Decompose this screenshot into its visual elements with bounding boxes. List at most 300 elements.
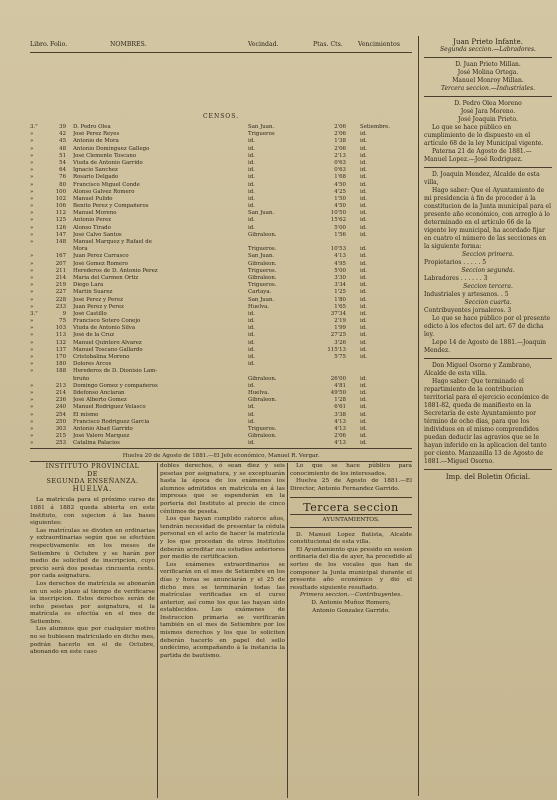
cell-vencimiento: id. bbox=[360, 217, 367, 224]
notice-paragraph: Huelva 25 de Agosto de 1881.—El Director, Antonio Fernandez Garrido. bbox=[290, 478, 412, 492]
table-row bbox=[30, 347, 412, 354]
cell-folio: 188 bbox=[55, 368, 66, 375]
cell-vecindad: San Juan. bbox=[248, 124, 275, 130]
cell-vencimiento: id. bbox=[360, 318, 367, 325]
table-row bbox=[30, 412, 412, 419]
cell-libro: » bbox=[30, 159, 34, 166]
cell-name: Francisco Rodriguez Garcia bbox=[73, 418, 150, 425]
cell-folio: 80 bbox=[59, 181, 66, 188]
notice-paragraph: Los derechos de matrícula se abonarán en un solo plazo al tiempo de verificarse la inscripcion. Estos derechos serán de ocho pesetas por asignatura, si la matrícula es efectúa en el mes de Setiembre. bbox=[30, 580, 155, 625]
right-column-line: Don Miguel Osorno y Zambrano, Alcalde de esta villa. bbox=[424, 362, 532, 377]
cell-vencimiento: id. bbox=[360, 167, 367, 174]
table-row bbox=[30, 376, 412, 383]
right-column-line: D. Joaquin Mendez, Alcalde de esta villa, bbox=[424, 171, 540, 186]
cell-libro: » bbox=[30, 433, 34, 440]
cell-vencimiento: id. bbox=[360, 433, 367, 440]
table-row bbox=[30, 131, 412, 138]
cell-libro: » bbox=[30, 267, 34, 274]
cell-vencimiento: id. bbox=[360, 253, 367, 260]
cell-vencimiento: id. bbox=[360, 325, 367, 332]
cell-vecindad: id. bbox=[248, 174, 255, 181]
cell-name: Viuda de Antonio Silva bbox=[73, 325, 136, 332]
cell-pesetas: 4'25 bbox=[334, 188, 346, 195]
cell-folio: 214 bbox=[55, 274, 66, 281]
cell-pesetas: 0'63 bbox=[334, 159, 346, 166]
table-row bbox=[30, 383, 412, 390]
cell-pesetas: 2'13 bbox=[334, 152, 346, 159]
cell-vencimiento: id. bbox=[360, 145, 367, 152]
table-row bbox=[30, 318, 412, 325]
cell-vecindad: Gibraleon. bbox=[248, 231, 277, 238]
ledger-footer: Huelva 20 de Agosto de 1881.—El Jefe económico, Manuel R. Vergar. bbox=[122, 453, 320, 459]
divider bbox=[30, 52, 412, 53]
cell-pesetas: 4'50 bbox=[334, 203, 346, 210]
cell-name: Martin Suarez bbox=[73, 289, 113, 296]
cell-name: María del Carmen Ortiz bbox=[73, 274, 139, 281]
cell-vecindad: Trigueros. bbox=[248, 425, 277, 432]
cell-vecindad: Trigueros. bbox=[248, 267, 277, 274]
cell-folio: 100 bbox=[55, 188, 66, 195]
cell-vencimiento: Setiembre. bbox=[360, 124, 391, 130]
cell-folio: 113 bbox=[55, 332, 66, 339]
cell-folio: 303 bbox=[55, 425, 66, 432]
cell-name: Ignacio Sanchez bbox=[73, 167, 118, 174]
table-row bbox=[30, 368, 412, 375]
table-row bbox=[30, 297, 412, 304]
cell-vecindad: id. bbox=[248, 404, 255, 411]
cell-folio: 227 bbox=[55, 289, 66, 296]
cell-name: José de la Cruz bbox=[73, 332, 115, 339]
table-row bbox=[30, 239, 412, 246]
table-row bbox=[30, 160, 412, 167]
cell-vencimiento: id. bbox=[360, 159, 367, 166]
cell-name: José Perez Reyes bbox=[73, 131, 120, 138]
cell-libro: » bbox=[30, 339, 34, 346]
cell-vecindad: id. bbox=[248, 145, 255, 152]
cell-name: Juan Perez Carrasco bbox=[73, 253, 129, 260]
ledger-subtitle: CENSOS. bbox=[202, 113, 240, 120]
notice-heading: HUELVA. bbox=[72, 484, 113, 493]
cell-libro: » bbox=[30, 203, 34, 210]
cell-vencimiento: id. bbox=[360, 382, 367, 389]
cell-folio: 236 bbox=[55, 397, 66, 404]
cell-pesetas: 2'06 bbox=[334, 124, 346, 130]
cell-libro: » bbox=[30, 231, 34, 238]
cell-libro: » bbox=[30, 318, 34, 325]
header-pesetas: Ptas. Cts. bbox=[313, 41, 343, 48]
cell-vecindad: Huelva. bbox=[248, 389, 270, 396]
cell-folio: 137 bbox=[55, 346, 66, 353]
cell-pesetas: 49'50 bbox=[330, 389, 346, 396]
cell-vencimiento: id. bbox=[360, 303, 367, 310]
right-column-line: Seccion cuarta. bbox=[464, 299, 512, 306]
table-row bbox=[30, 261, 412, 268]
ledger-rows bbox=[30, 124, 412, 447]
cell-folio: 126 bbox=[55, 224, 66, 231]
right-column-line: Lo que se hace público en cumplimiento de lo dispuesto en el artículo 68 de la ley Municipal vigente. bbox=[424, 124, 544, 147]
cell-pesetas: 1'68 bbox=[334, 174, 346, 181]
cell-vecindad: id. bbox=[248, 152, 255, 159]
name-line: Antonio Gonzalez Garrido. bbox=[312, 607, 390, 614]
cell-pesetas: 27'25 bbox=[330, 332, 346, 339]
cell-libro: » bbox=[30, 174, 34, 181]
cell-libro: » bbox=[30, 368, 34, 375]
cell-pesetas: 1'25 bbox=[334, 289, 346, 296]
column-divider bbox=[287, 463, 288, 798]
table-row bbox=[30, 304, 412, 311]
cell-libro: » bbox=[30, 404, 34, 411]
right-column-line: Seccion tercera. bbox=[463, 283, 513, 290]
cell-libro: » bbox=[30, 152, 34, 159]
notice-paragraph: Los exámenes extraordinarios se verificarán en el mes de Setiembre en los días y horas se anunciarán y el 25 de dicho mes se terminarán todas las matrículas verificadas en el curso anterior, así como los que las hayan sido establecidos. Los exámenes de Instruccion primaria se verificarán también en el mes de Setiembre por los mismos derechos y los que lo soliciten deberán hacerlo en papel del sello undécimo, acompañando á la instancia la partida de bautismo. bbox=[160, 561, 285, 659]
cell-libro: » bbox=[30, 361, 34, 368]
cell-folio: 180 bbox=[55, 361, 66, 368]
name-line: D. Antonio Muñoz Romero, bbox=[311, 599, 391, 606]
cell-name: José Valero Marquez bbox=[73, 433, 130, 440]
cell-folio: 76 bbox=[59, 174, 66, 181]
cell-pesetas: 5'00 bbox=[334, 267, 346, 274]
table-row bbox=[30, 419, 412, 426]
cell-vecindad: Gibraleon. bbox=[248, 433, 277, 440]
cell-vencimiento: id. bbox=[360, 195, 367, 202]
cell-vecindad: id. bbox=[248, 361, 255, 368]
right-column-line: José Joaquin Prieto. bbox=[458, 116, 518, 123]
cell-vencimiento: id. bbox=[360, 418, 367, 425]
cell-libro: » bbox=[30, 210, 34, 217]
section-title: Tercera seccion bbox=[303, 501, 399, 515]
cell-vecindad: id. bbox=[248, 354, 255, 360]
cell-libro: » bbox=[30, 418, 34, 425]
cell-folio: 45 bbox=[59, 138, 66, 145]
cell-vencimiento: id. bbox=[360, 346, 367, 353]
right-column-line: José Molina Ortega. bbox=[457, 69, 519, 76]
right-column-line: Lo que se hace público por el presente edicto á los efectos del art. 67 de dicha ley. bbox=[424, 315, 551, 338]
cell-name: Herederos de D. Dionisio Lam- bbox=[73, 368, 158, 375]
cell-vecindad: San Juan. bbox=[248, 296, 275, 303]
table-row bbox=[30, 354, 412, 361]
cell-libro: » bbox=[30, 188, 34, 195]
cell-pesetas: 3'34 bbox=[334, 282, 346, 289]
cell-pesetas: 0'63 bbox=[334, 167, 346, 174]
notice-heading: SEGUNDA ENSEÑANZA. bbox=[46, 477, 139, 486]
cell-folio: 64 bbox=[59, 167, 66, 174]
cell-folio: 102 bbox=[55, 195, 66, 202]
cell-libro: » bbox=[30, 145, 34, 152]
cell-pesetas: 4'13 bbox=[334, 253, 346, 260]
cell-name: Antonio Abad Garrido bbox=[73, 425, 133, 432]
cell-name: Manuel Quintero Alvarez bbox=[73, 339, 142, 346]
cell-libro: 3.° bbox=[30, 124, 38, 130]
table-row bbox=[30, 232, 412, 239]
table-row bbox=[30, 174, 412, 181]
cell-folio: 250 bbox=[55, 418, 66, 425]
right-column-line: Contribuyentes jornaleros. 3 bbox=[424, 307, 512, 314]
cell-name: Viuda de Antonio Garrido bbox=[73, 159, 143, 166]
header-vencimiento: Vencimientos bbox=[358, 41, 400, 48]
cell-name: Antonio Perez bbox=[73, 217, 112, 224]
cell-folio: 240 bbox=[55, 404, 66, 411]
cell-pesetas: 4'13 bbox=[334, 440, 346, 447]
cell-folio: 39 bbox=[59, 124, 66, 130]
table-row bbox=[30, 153, 412, 160]
cell-folio: 112 bbox=[55, 210, 66, 217]
cell-pesetas: 4'81 bbox=[334, 382, 346, 389]
cell-pesetas: 6'61 bbox=[334, 404, 346, 411]
cell-libro: » bbox=[30, 411, 34, 418]
table-row bbox=[30, 332, 412, 339]
cell-libro: 3.° bbox=[30, 310, 38, 317]
right-column-line: Juan Prieto Infante. bbox=[453, 38, 523, 46]
cell-vecindad: id. bbox=[248, 217, 255, 224]
table-row bbox=[30, 253, 412, 260]
section-subtitle: AYUNTAMIENTOS. bbox=[322, 516, 380, 523]
cell-name: Benito Perez y Compañeros bbox=[73, 203, 149, 210]
cell-vencimiento: id. bbox=[360, 224, 367, 231]
cell-pesetas: 10'50 bbox=[330, 210, 346, 217]
cell-libro: » bbox=[30, 239, 34, 245]
cell-vecindad: id. bbox=[248, 181, 255, 188]
cell-name: Manuel Moreno bbox=[73, 210, 117, 217]
cell-vencimiento: id. bbox=[360, 440, 367, 447]
table-row bbox=[30, 404, 412, 411]
cell-libro: » bbox=[30, 217, 34, 224]
table-row bbox=[30, 340, 412, 347]
right-column-line: Hago saber: Que terminado el repartimiento de la contribucion territorial para el ejercicio económico de 1881-82, queda de manifiesto en la Secretaría de este Ayuntamiento por término de ocho dias, para que los individuos en el mismo comprendidos puedan deducir las agravios que se le hayan inferido en la aplicacion del tanto por ciento. Manzanilla 13 de Agosto de 1881.—Miguel Osorno. bbox=[424, 378, 549, 465]
cell-folio: 51 bbox=[59, 152, 66, 159]
cell-name: José Gomez Romero bbox=[73, 260, 128, 267]
table-row bbox=[30, 426, 412, 433]
cell-vencimiento: id. bbox=[360, 131, 367, 138]
cell-folio: 9 bbox=[62, 310, 66, 317]
cell-folio: 125 bbox=[55, 217, 66, 224]
cell-vecindad: id. bbox=[248, 339, 255, 346]
cell-pesetas: 1'99 bbox=[334, 325, 346, 332]
cell-name: Ildefonso Anclaran bbox=[73, 389, 125, 396]
cell-vecindad: id. bbox=[248, 203, 255, 210]
cell-name: José Alberto Gomez bbox=[73, 397, 127, 404]
table-row bbox=[30, 440, 412, 447]
notice-paragraph: Lo que se hace público para conocimiento de los interesados. bbox=[290, 463, 412, 477]
cell-vencimiento: id. bbox=[360, 411, 367, 418]
cell-vencimiento: id. bbox=[360, 375, 367, 382]
header-nombres: NOMBRES. bbox=[110, 41, 147, 48]
cell-vecindad: id. bbox=[248, 418, 255, 425]
cell-libro: » bbox=[30, 131, 34, 138]
cell-folio: 215 bbox=[55, 433, 66, 440]
cell-name: Cristobalina Moreno bbox=[73, 354, 130, 360]
right-column-line: Lepe 14 de Agosto de 1881.—Joaquin Mendez. bbox=[424, 339, 547, 354]
cell-name: Manuel Rodriguez Velasco bbox=[73, 404, 146, 411]
divider bbox=[424, 469, 552, 470]
cell-name: José Perez y Perez bbox=[73, 296, 123, 303]
cell-folio: 213 bbox=[55, 382, 66, 389]
table-row bbox=[30, 182, 412, 189]
cell-vecindad: Trigueros. bbox=[248, 246, 277, 253]
right-column-line: D. Pedro Olea Moreno bbox=[454, 100, 522, 107]
cell-libro: » bbox=[30, 346, 34, 353]
cell-libro: » bbox=[30, 253, 34, 260]
cell-libro: » bbox=[30, 325, 34, 332]
cell-name: Antonio Dominguez Gallego bbox=[73, 145, 150, 152]
table-row bbox=[30, 433, 412, 440]
cell-name: Alonso Tirado bbox=[73, 224, 111, 231]
cell-vecindad: Gibraleon. bbox=[248, 375, 277, 382]
cell-name: José Clemente Toscano bbox=[73, 152, 137, 159]
header-vecindad: Vecindad. bbox=[248, 41, 279, 48]
cell-pesetas: 3'38 bbox=[334, 411, 346, 418]
table-row bbox=[30, 217, 412, 224]
table-row bbox=[30, 282, 412, 289]
table-row bbox=[30, 225, 412, 232]
right-column-line: Paterna 21 de Agosto de 1881.—Manuel Lopez.—José Rodriguez. bbox=[424, 148, 532, 163]
census-ledger bbox=[30, 38, 412, 458]
cell-libro: » bbox=[30, 274, 34, 281]
section-label: Primera seccion.—Contribuyentes. bbox=[299, 592, 403, 599]
cell-vecindad: Trigueros bbox=[248, 131, 275, 138]
cell-vecindad: Gibraleon. bbox=[248, 397, 277, 404]
cell-vencimiento: id. bbox=[360, 289, 367, 296]
table-row bbox=[30, 189, 412, 196]
instituto-notice bbox=[30, 463, 155, 657]
cell-folio: 75 bbox=[59, 318, 66, 325]
table-row bbox=[30, 196, 412, 203]
cell-vencimiento: id. bbox=[360, 231, 367, 238]
right-column-line: D. Juan Prieto Millan. bbox=[455, 61, 521, 68]
cell-vencimiento: id. bbox=[360, 274, 367, 281]
cell-pesetas: 1'80 bbox=[334, 296, 346, 303]
cell-libro: » bbox=[30, 397, 34, 404]
cell-vecindad: id. bbox=[248, 382, 255, 389]
right-column-line: Tercera seccion.—Industriales. bbox=[440, 85, 536, 92]
cell-libro: » bbox=[30, 296, 34, 303]
cell-vencimiento: id. bbox=[360, 152, 367, 159]
divider bbox=[424, 358, 552, 359]
notice-paragraph: dobles derechos, ó sean diez y seis pesetas por asignatura, y se exceptuarán hasta la época de los exámenes los alumnos admitidos en matrícula en á las impresas que se espenderán en la portería del Instituto al precio de cinco céntimos de peseta. bbox=[160, 463, 285, 515]
cell-folio: 106 bbox=[55, 203, 66, 210]
right-column-line: Manuel Monroy Millan. bbox=[452, 77, 524, 84]
cell-folio: 148 bbox=[55, 239, 66, 245]
right-column-line: Seccion primera. bbox=[462, 251, 514, 258]
cell-pesetas: 4'95 bbox=[334, 260, 346, 267]
right-column-line: Seccion segunda. bbox=[461, 267, 515, 274]
cell-vencimiento: id. bbox=[360, 181, 367, 188]
right-column-line: Industriales y artesanos. . 5 bbox=[424, 291, 509, 298]
cell-vecindad: Trigueros. bbox=[248, 282, 277, 289]
cell-pesetas: 4'13 bbox=[334, 425, 346, 432]
cell-name: Alonso Galvez Romero bbox=[73, 188, 135, 195]
cell-name: Dolores Arcos bbox=[73, 361, 112, 368]
cell-folio: 233 bbox=[55, 303, 66, 310]
cell-vencimiento: id. bbox=[360, 389, 367, 396]
notice-paragraph: Los que hayan cumplido catorce años, tendrán necesidad de presentar la cédula personal en el acto de hacer la matrícula y los que procedan de otros Institutos deberán acreditar sus estudios anteriores por medio de certificacion. bbox=[160, 516, 285, 561]
cell-name: Mora bbox=[73, 246, 88, 253]
cell-vecindad: id. bbox=[248, 332, 255, 339]
cell-vecindad: id. bbox=[248, 440, 255, 447]
cell-vencimiento: id. bbox=[360, 339, 367, 346]
cell-pesetas: 1'50 bbox=[334, 195, 346, 202]
cell-libro: » bbox=[30, 181, 34, 188]
cell-name: Manuel Marquez y Rafael de bbox=[73, 239, 152, 245]
table-row bbox=[30, 246, 412, 253]
divider bbox=[424, 167, 552, 168]
cell-libro: » bbox=[30, 354, 34, 360]
cell-libro: » bbox=[30, 195, 34, 202]
right-column-line: Imp. del Boletin Oficial. bbox=[445, 473, 531, 481]
table-row bbox=[30, 397, 412, 404]
cell-libro: » bbox=[30, 282, 34, 289]
table-row bbox=[30, 146, 412, 153]
cell-folio: 48 bbox=[59, 145, 66, 152]
cell-pesetas: 4'13 bbox=[334, 418, 346, 425]
cell-pesetas: 15'62 bbox=[330, 217, 346, 224]
notice-heading: DE bbox=[87, 469, 98, 478]
cell-vencimiento: id. bbox=[360, 188, 367, 195]
table-row bbox=[30, 268, 412, 275]
cell-name: Herederos de D. Antonio Perez bbox=[73, 267, 158, 274]
cell-name: Juan Perez y Perez bbox=[73, 303, 124, 310]
cell-folio: 228 bbox=[55, 296, 66, 303]
cell-name: Antonio de Mora bbox=[73, 138, 119, 145]
cell-name: bruño bbox=[73, 375, 90, 382]
table-row bbox=[30, 311, 412, 318]
cell-vencimiento: id. bbox=[360, 310, 367, 317]
table-row bbox=[30, 203, 412, 210]
table-row bbox=[30, 167, 412, 174]
divider bbox=[424, 57, 552, 58]
right-column-line: Segunda seccion.—Labradores. bbox=[440, 46, 536, 53]
cell-name: Francisco Miguel Conde bbox=[73, 181, 140, 188]
cell-vecindad: id. bbox=[248, 346, 255, 353]
cell-folio: 54 bbox=[59, 159, 66, 166]
cell-pesetas: 115'13 bbox=[327, 346, 346, 353]
cell-pesetas: 5'00 bbox=[334, 224, 346, 231]
cell-libro: » bbox=[30, 289, 34, 296]
cell-libro: » bbox=[30, 382, 34, 389]
cell-pesetas: 26'00 bbox=[330, 375, 346, 382]
cell-vencimiento: id. bbox=[360, 203, 367, 210]
cell-name: José Calvo Santos bbox=[73, 231, 122, 238]
cell-vecindad: id. bbox=[248, 138, 255, 145]
cell-folio: 170 bbox=[55, 354, 66, 360]
cell-vecindad: San Juan. bbox=[248, 253, 275, 260]
cell-libro: » bbox=[30, 224, 34, 231]
cell-name: El mismo bbox=[73, 411, 99, 418]
cell-name: Manuel Toscano Gallardo bbox=[73, 346, 143, 353]
cell-vecindad: id. bbox=[248, 325, 255, 332]
cell-name: Francisco Sotero Conejo bbox=[73, 318, 141, 325]
cell-folio: 147 bbox=[55, 231, 66, 238]
cell-pesetas: 2'06 bbox=[334, 131, 346, 138]
cell-libro: » bbox=[30, 303, 34, 310]
cell-name: Catalina Palacios bbox=[73, 440, 120, 447]
cell-vecindad: id. bbox=[248, 188, 255, 195]
cell-pesetas: 10'53 bbox=[330, 246, 346, 253]
cell-vecindad: Cartaya. bbox=[248, 289, 272, 296]
header-folio: Folio. bbox=[50, 41, 68, 48]
cell-pesetas: 4'50 bbox=[334, 181, 346, 188]
cell-pesetas: 5'75 bbox=[334, 354, 346, 360]
cell-folio: 211 bbox=[55, 267, 66, 274]
table-row bbox=[30, 124, 412, 131]
cell-pesetas: 3'26 bbox=[334, 339, 346, 346]
cell-pesetas: 1'28 bbox=[334, 397, 346, 404]
cell-pesetas: 1'65 bbox=[334, 303, 346, 310]
cell-pesetas: 2'19 bbox=[334, 318, 346, 325]
cell-vencimiento: id. bbox=[360, 138, 367, 145]
cell-folio: 207 bbox=[55, 260, 66, 267]
cell-folio: 167 bbox=[55, 253, 66, 260]
cell-vencimiento: id. bbox=[360, 174, 367, 181]
